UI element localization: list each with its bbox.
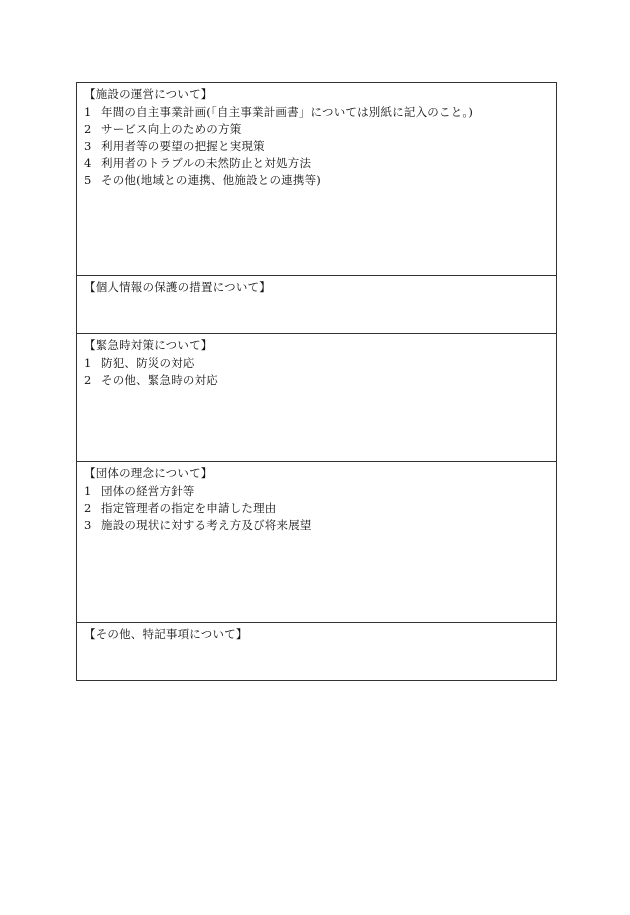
section-title: 【その他、特記事項について】: [84, 627, 248, 641]
list-item: [84, 105, 548, 119]
item-number: 2: [84, 501, 92, 515]
item-text: 施設の現状に対する考え方及び将来展望: [101, 518, 312, 532]
item-text: 防犯、防災の対応: [101, 356, 195, 370]
item-number: 2: [84, 122, 92, 136]
section-title: 【緊急時対策について】: [84, 338, 213, 352]
item-number: 3: [84, 518, 92, 532]
item-number: 3: [84, 139, 92, 153]
list-item: [84, 356, 548, 370]
section-title: 【個人情報の保護の措置について】: [84, 280, 271, 294]
section-philosophy[interactable]: [77, 462, 556, 623]
item-text: 利用者等の要望の把握と実現策: [101, 139, 265, 153]
section-emergency[interactable]: [77, 334, 556, 462]
item-text: サービス向上のための方策: [101, 122, 242, 136]
section-title: 【団体の理念について】: [84, 466, 213, 480]
list-item: [84, 373, 548, 387]
list-item: [84, 122, 548, 136]
item-text: その他、緊急時の対応: [101, 373, 218, 387]
list-item: [84, 518, 548, 532]
item-number: 1: [84, 356, 92, 370]
list-item: [84, 484, 548, 498]
item-number: 5: [84, 173, 92, 187]
item-text: 利用者のトラブルの未然防止と対処方法: [101, 156, 312, 170]
item-number: 4: [84, 156, 92, 170]
list-item: [84, 501, 548, 515]
list-item: [84, 173, 548, 187]
section-facility-operation[interactable]: [77, 83, 556, 276]
list-item: [84, 156, 548, 170]
list-item: [84, 139, 548, 153]
section-title: 【施設の運営について】: [84, 87, 213, 101]
item-text: その他(地域との連携、他施設との連携等): [101, 173, 321, 187]
section-special-notes[interactable]: [77, 623, 556, 680]
form-table: [76, 82, 557, 681]
item-text: 年間の自主事業計画(「自主事業計画書」については別紙に記入のこと。): [101, 105, 474, 119]
item-number: 1: [84, 105, 92, 119]
item-text: 団体の経営方針等: [101, 484, 195, 498]
section-personal-info[interactable]: [77, 276, 556, 334]
item-number: 2: [84, 373, 92, 387]
item-text: 指定管理者の指定を申請した理由: [101, 501, 277, 515]
item-number: 1: [84, 484, 92, 498]
